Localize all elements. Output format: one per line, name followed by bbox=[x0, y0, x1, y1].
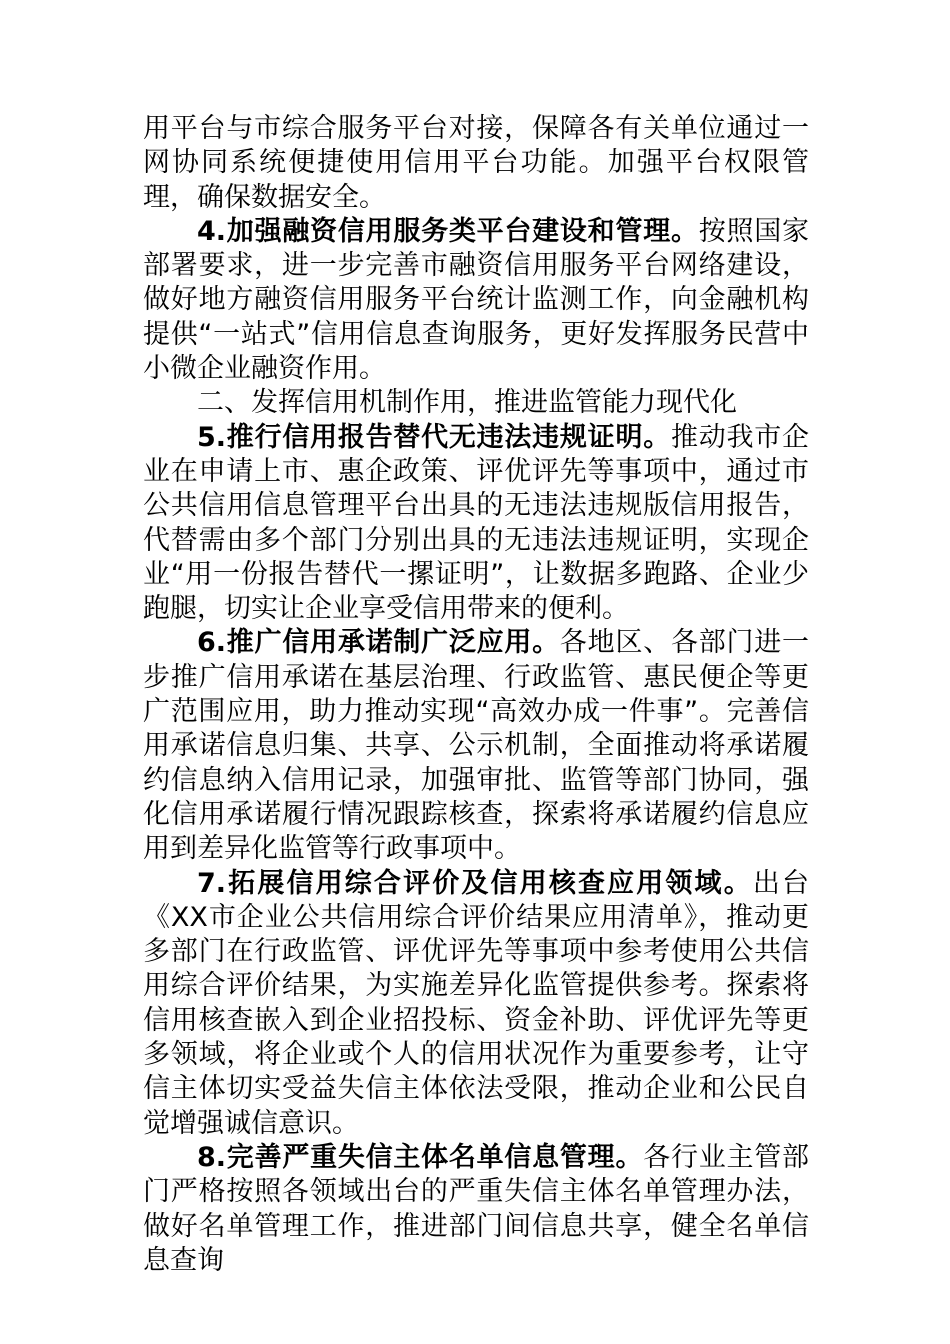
paragraph-text: 出台《XX市企业公共信用综合评价结果应用清单》，推动更多部门在行政监管、评优评先等事项中参考使用公共信用综合评价结果，为实施差异化监管提供参考。探索将信用核查嵌入到企业招投标、资金补助、评优评先等更多领域，将企业或个人的信用状况作为重要参考，让守信主体切实受益失信主体依法受限，推动企业和公民自觉增强诚信意识。 bbox=[143, 867, 810, 1139]
document-body bbox=[143, 112, 809, 1278]
paragraph-text: 用平台与市综合服务平台对接，保障各有关单位通过一网协同系统便捷使用信用平台功能。加强平台权限管理，确保数据安全。 bbox=[143, 113, 809, 213]
paragraph-text: 按照国家部署要求，进一步完善市融资信用服务平台网络建设，做好地方融资信用服务平台统计监测工作，向金融机构提供“一站式”信用信息查询服务，更好发挥服务民营中小微企业融资作用。 bbox=[143, 215, 809, 385]
section-heading-text: 二、发挥信用机制作用，推进监管能力现代化 bbox=[197, 387, 737, 419]
paragraph-item-4 bbox=[143, 215, 809, 386]
paragraph-item-6 bbox=[143, 626, 809, 866]
paragraph-item-8 bbox=[143, 1141, 809, 1278]
paragraph-text: 各地区、各部门进一步推广信用承诺在基层治理、行政监管、惠民便企等更广范围应用，助力推动实现“高效办成一件事”。完善信用承诺信息归集、共享、公示机制，全面推动将承诺履约信息纳入信用记录，加强审批、监管等部门协同，强化信用承诺履行情况跟踪核查，探索将承诺履约信息应用到差异化监管等行政事项中。 bbox=[143, 627, 809, 865]
paragraph-heading: 8.完善严重失信主体名单信息管理。 bbox=[197, 1141, 644, 1173]
section-heading bbox=[143, 386, 809, 420]
paragraph-heading: 5.推行信用报告替代无违法违规证明。 bbox=[197, 421, 671, 453]
paragraph-item-7 bbox=[143, 867, 809, 1141]
paragraph-heading: 4.加强融资信用服务类平台建设和管理。 bbox=[197, 215, 699, 247]
paragraph-item-5 bbox=[143, 421, 809, 627]
paragraph-text: 各行业主管部门严格按照各领域出台的严重失信主体名单管理办法，做好名单管理工作，推进部门间信息共享，健全名单信息查询 bbox=[143, 1141, 810, 1276]
paragraph-continuation bbox=[143, 112, 809, 215]
paragraph-heading: 6.推广信用承诺制广泛应用。 bbox=[197, 627, 560, 659]
paragraph-heading: 7.拓展信用综合评价及信用核查应用领域。 bbox=[197, 867, 753, 899]
paragraph-text: 推动我市企业在申请上市、惠企政策、评优评先等事项中，通过市公共信用信息管理平台出具的无违法违规版信用报告，代替需由多个部门分别出具的无违法违规证明，实现企业“用一份报告替代一摞证明”，让数据多跑路、企业少跑腿，切实让企业享受信用带来的便利。 bbox=[143, 421, 810, 625]
